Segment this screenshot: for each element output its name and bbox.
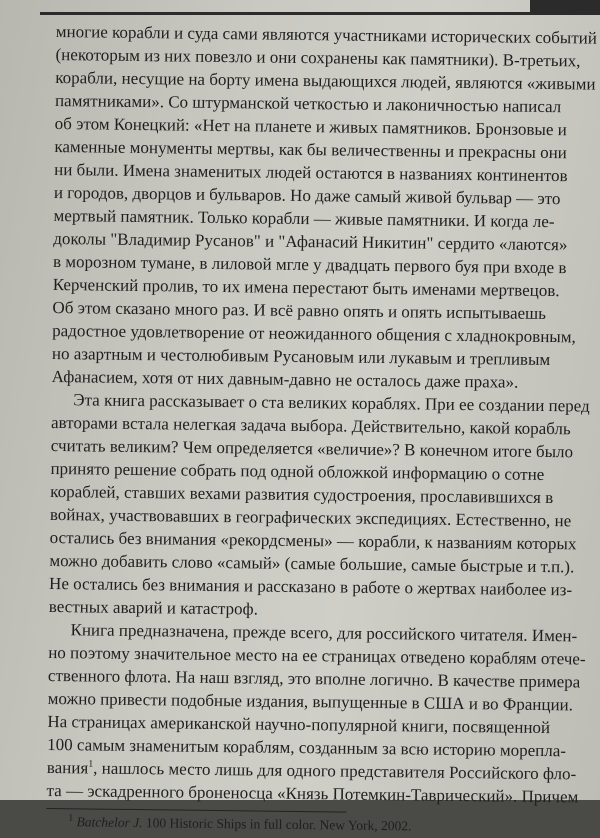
text-line: мертвый памятник. Только корабли — живые памятники. И когда ле- [53, 205, 555, 232]
text-line: (некоторым из них повезло и они сохранены как памятники). В-третьих, [55, 44, 581, 71]
text-line: считать великим? Чем определяется «величие»? В конечном итоге было [50, 435, 574, 462]
text-line: Керченский пролив, то их имена перестают быть именами мертвецов. [52, 274, 560, 301]
text-line: радостное удовлетворение от неожиданного общения с хладнокровным, [52, 320, 576, 347]
text-line: Афанасием, хотя от них давным-давно не осталось даже праха». [51, 366, 519, 392]
text-line: принято решение собрать под одной обложкой информацию о сотне [50, 458, 545, 484]
text-line: корабли, несущие на борту имена выдающихся людей, являются «живыми [55, 67, 596, 94]
text-line: можно добавить слово «самый» (самые большие, самые быстрые и т.п.). [49, 550, 575, 577]
text-line-34: та — эскадренного броненосца «Князь Потемкин-Таврический». Причем [46, 780, 579, 807]
text-line: авторами встала нелегкая задача выбора. Действительно, какой корабль [50, 412, 571, 439]
text-line: Об этом сказано много раз. И всё равно опять и опять испытываешь [52, 297, 547, 324]
text-line: Эта книга рассказывает о ста великих кораблях. При ее создании перед [73, 390, 590, 416]
line-33-before: вания [46, 757, 89, 778]
text-line: но азартным и честолюбивым Русановым или лукавым и трепливым [51, 343, 551, 370]
text-line: ни были. Имена знаменитых людей остаются в названиях континентов [54, 159, 568, 186]
text-line: но поэтому значительное место на ее страницах отведено кораблям отече- [48, 642, 586, 669]
text-line: кораблей, ставших вехами развития судостроения, прославившихся в [50, 481, 554, 508]
text-line: в морозном тумане, в лиловой мгле у двадцать первого буя при входе в [52, 251, 567, 278]
footnote-text: 100 Historic Ships in full color. New York, 2002. [142, 815, 412, 834]
text-line: Книга предназначена, прежде всего, для российского читателя. Имен- [70, 620, 578, 646]
text-line: На страницах американской научно-популярной книги, посвященной [47, 711, 551, 738]
text-line: ственного флота. На наш взгляд, это вполне логично. В качестве примера [47, 665, 581, 692]
text-line: можно привести подобные издания, выпущенные в США и во Франции. [47, 688, 574, 715]
text-line: вестных аварий и катастроф. [48, 596, 259, 619]
text-line: каменные монументы мертвы, как бы величественны и прекрасны они [54, 136, 567, 163]
footnote [46, 813, 576, 837]
text-line: памятниками». Со штурманской четкостью и лаконичностью написал [54, 90, 562, 117]
text-line: доколы "Владимир Русанов" и "Афанасий Никитин" сердито «лаются» [53, 228, 568, 255]
footnote-author: Batchelor J. [76, 814, 143, 831]
text-line: и городов, дворцов и бульваров. Но даже самый живой бульвар — это [53, 182, 561, 209]
text-line: Не остались без внимания и рассказано в работе о жертвах наиболее из- [48, 573, 573, 600]
line-33-after: , нашлось место лишь для одного представителя Российского фло- [93, 758, 577, 784]
footnote-number: 1 [68, 812, 74, 824]
text-line: 100 самым знаменитым кораблям, созданным за всю историю морепла- [47, 734, 567, 761]
text-lines [47, 20, 598, 762]
footnote-rule [46, 808, 346, 813]
footnote-marker: 1 [88, 758, 94, 770]
header-rule [40, 0, 600, 15]
text-line: остались без внимания «рекордсмены» — корабли, к названиям которых [49, 527, 577, 554]
body-text [46, 20, 598, 837]
text-line: многие корабли и суда сами являются участниками исторических событий [55, 21, 598, 48]
header-tab [530, 0, 600, 12]
text-line: об этом Конецкий: «Нет на планете и живых памятников. Бронзовые и [54, 113, 567, 140]
text-line: войнах, участвовавших в географических экспедициях. Естественно, не [49, 504, 572, 531]
